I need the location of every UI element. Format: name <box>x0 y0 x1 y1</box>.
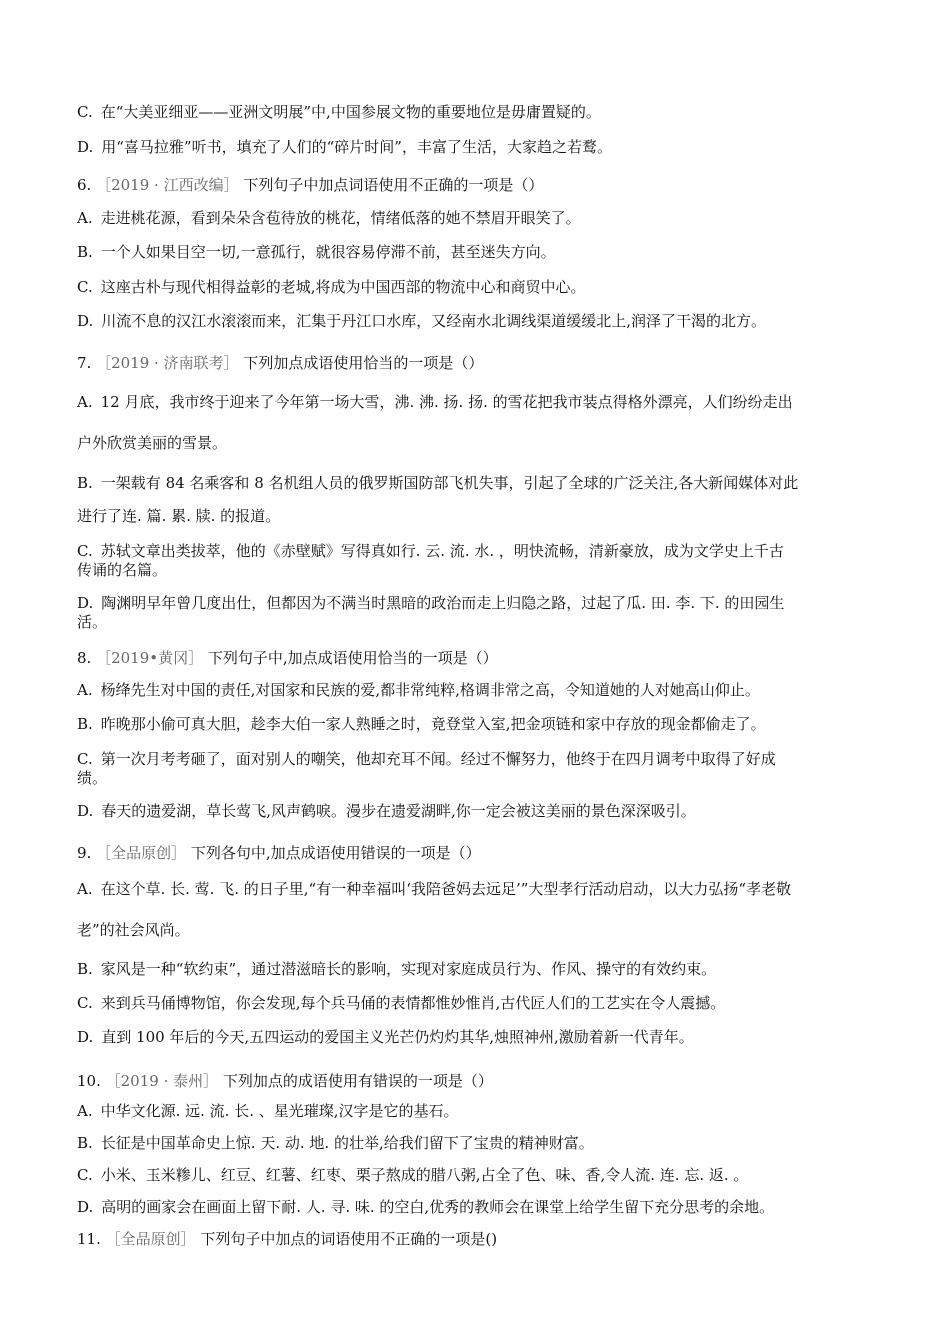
option-line <box>77 104 877 121</box>
option-label: B. <box>77 243 93 261</box>
option-label: C. <box>77 103 93 121</box>
option-label: B. <box>77 715 93 733</box>
option-label: C. <box>77 1166 93 1184</box>
question-heading <box>77 1231 877 1248</box>
option-text: 杨绛先生对中国的责任,对国家和民族的爱,都非常纯粹,格调非常之高，令知道她的人对她高山仰止。 <box>100 681 760 699</box>
question-stem: 下列句子中加点的词语使用不正确的一项是() <box>200 1230 498 1248</box>
option-line <box>77 922 877 939</box>
option-text: 小米、玉米糁儿、红豆、红薯、红枣、栗子熬成的腊八粥,占全了色、味、香,令人流. 连. 忘. 返. 。 <box>100 1166 749 1184</box>
option-line <box>77 1103 877 1120</box>
option-line <box>77 394 877 411</box>
question-source: ［2019 · 江西改编］ <box>96 176 244 194</box>
option-text: 苏轼文章出类拔萃，他的《赤壁赋》写得真如行. 云. 流. 水. ，明快流畅，清新豪放，成为文学史上千古 <box>100 542 784 560</box>
option-line <box>77 435 877 452</box>
option-text-continued: 绩。 <box>77 769 108 787</box>
option-label: A. <box>77 681 93 699</box>
question-number: 8. <box>77 649 92 667</box>
option-line <box>77 475 877 492</box>
option-label: A. <box>77 393 93 411</box>
option-text: 家风是一种“软约束”，通过潜滋暗长的影响，实现对家庭成员行为、作风、操守的有效约束。 <box>100 960 717 978</box>
option-label: B. <box>77 960 93 978</box>
option-label: A. <box>77 1102 93 1120</box>
question-stem: 下列句子中加点词语使用不正确的一项是（） <box>243 176 544 194</box>
option-text-continued: 活。 <box>77 613 108 631</box>
option-text: 走进桃花源，看到朵朵含苞待放的桃花，情绪低落的她不禁眉开眼笑了。 <box>100 209 581 227</box>
option-text: 一个人如果目空一切,一意孤行，就很容易停滞不前，甚至迷失方向。 <box>100 243 556 261</box>
question-stem: 下列加点成语使用恰当的一项是（） <box>243 354 484 372</box>
question-heading <box>77 650 877 667</box>
question-stem: 下列句子中,加点成语使用恰当的一项是（） <box>207 649 498 667</box>
option-text: 在这个草. 长. 莺. 飞. 的日子里,“有一种幸福叫‘我陪爸妈去远足’”大型孝行活动启动，以大力弘扬“孝老敬 <box>100 880 792 898</box>
option-line <box>77 995 877 1012</box>
question-number: 6. <box>77 176 92 194</box>
option-text: 中华文化源. 远. 流. 长. 、星光璀璨,汉字是它的基石。 <box>100 1102 459 1120</box>
option-text: 川流不息的汉江水滚滚而来，汇集于丹江口水库，又经南水北调线渠道缓缓北上,润泽了干渴的北方。 <box>101 312 767 330</box>
question-heading <box>77 355 877 372</box>
option-label: C. <box>77 994 93 1012</box>
option-line <box>77 313 877 330</box>
question-source: ［全品原创］ <box>96 844 191 862</box>
option-line <box>77 803 877 820</box>
option-label: B. <box>77 474 93 492</box>
option-text: 来到兵马俑博物馆，你会发现,每个兵马俑的表情都惟妙惟肖,古代匠人们的工艺实在令人震撼。 <box>100 994 726 1012</box>
option-line <box>77 716 877 733</box>
option-label: D. <box>77 1028 94 1046</box>
option-text: 昨晚那小偷可真大胆，趁李大伯一家人熟睡之时，竟登堂入室,把金项链和家中存放的现金都偷走了。 <box>100 715 766 733</box>
question-heading <box>77 845 877 862</box>
option-text: 在“大美亚细亚——亚洲文明展”中,中国参展文物的重要地位是毋庸置疑的。 <box>100 103 601 121</box>
option-line <box>77 210 877 227</box>
option-text: 进行了连. 篇. 累. 牍. 的报道。 <box>77 507 281 525</box>
question-stem: 下列各句中,加点成语使用错误的一项是（） <box>190 844 481 862</box>
option-label: D. <box>77 802 94 820</box>
option-line <box>77 594 877 632</box>
question-number: 7. <box>77 354 92 372</box>
option-label: C. <box>77 278 93 296</box>
option-line <box>77 279 877 296</box>
option-text: 12 月底，我市终于迎来了今年第一场大雪，沸. 沸. 扬. 扬. 的雪花把我市装点得格外漂亮，人们纷纷走出 <box>100 393 793 411</box>
option-line <box>77 244 877 261</box>
option-text: 陶渊明早年曾几度出仕，但都因为不满当时黑暗的政治而走上归隐之路，过起了瓜. 田. 李. 下. 的田园生 <box>101 594 785 612</box>
option-label: B. <box>77 1134 93 1152</box>
option-text: 第一次月考考砸了，面对别人的嘲笑，他却充耳不闻。经过不懈努力，他终于在四月调考中取得了好成 <box>100 750 776 768</box>
question-number: 11. <box>77 1230 101 1248</box>
option-line <box>77 139 877 156</box>
option-line <box>77 881 877 898</box>
option-line <box>77 1167 877 1184</box>
question-source: ［全品原创］ <box>105 1230 201 1248</box>
option-text: 一架载有 84 名乘客和 8 名机组人员的俄罗斯国防部飞机失事，引起了全球的广泛关注,各大新闻媒体对此 <box>100 474 799 492</box>
option-line <box>77 508 877 525</box>
option-label: D. <box>77 594 94 612</box>
question-number: 9. <box>77 844 92 862</box>
question-source: ［2019 · 泰州］ <box>105 1072 223 1090</box>
option-text: 用“喜马拉雅”听书，填充了人们的“碎片时间”，丰富了生活，大家趋之若鹜。 <box>101 138 612 156</box>
option-text: 春天的遗爱湖，草长莺飞,风声鹤唳。漫步在遗爱湖畔,你一定会被这美丽的景色深深吸引。 <box>101 802 696 820</box>
option-label: A. <box>77 880 93 898</box>
option-line <box>77 1135 877 1152</box>
option-text-continued: 传诵的名篇。 <box>77 561 168 579</box>
option-line <box>77 961 877 978</box>
option-label: D. <box>77 138 94 156</box>
option-text: 高明的画家会在画面上留下耐. 人. 寻. 味. 的空白,优秀的教师会在课堂上给学生留下充分思考的余地。 <box>101 1198 775 1216</box>
option-label: D. <box>77 312 94 330</box>
question-number: 10. <box>77 1072 101 1090</box>
option-label: D. <box>77 1198 94 1216</box>
option-line <box>77 542 877 580</box>
option-label: A. <box>77 209 93 227</box>
question-heading <box>77 1073 877 1090</box>
question-stem: 下列加点的成语使用有错误的一项是（） <box>222 1072 493 1090</box>
option-label: C. <box>77 750 93 768</box>
option-line <box>77 750 877 788</box>
option-text: 这座古朴与现代相得益彰的老城,将成为中国西部的物流中心和商贸中心。 <box>100 278 586 296</box>
question-heading <box>77 177 877 194</box>
option-label: C. <box>77 542 93 560</box>
option-text: 长征是中国革命史上惊. 天. 动. 地. 的壮举,给我们留下了宝贵的精神财富。 <box>100 1134 594 1152</box>
option-line <box>77 1029 877 1046</box>
option-line <box>77 1199 877 1216</box>
option-line <box>77 682 877 699</box>
option-text: 直到 100 年后的今天,五四运动的爱国主义光芒仍灼灼其华,烛照神州,激励着新一代青年。 <box>101 1028 694 1046</box>
question-source: ［2019•黄冈］ <box>96 649 208 667</box>
option-text: 户外欣赏美丽的雪景。 <box>77 434 228 452</box>
question-source: ［2019 · 济南联考］ <box>96 354 244 372</box>
option-text: 老”的社会风尚。 <box>77 921 190 939</box>
